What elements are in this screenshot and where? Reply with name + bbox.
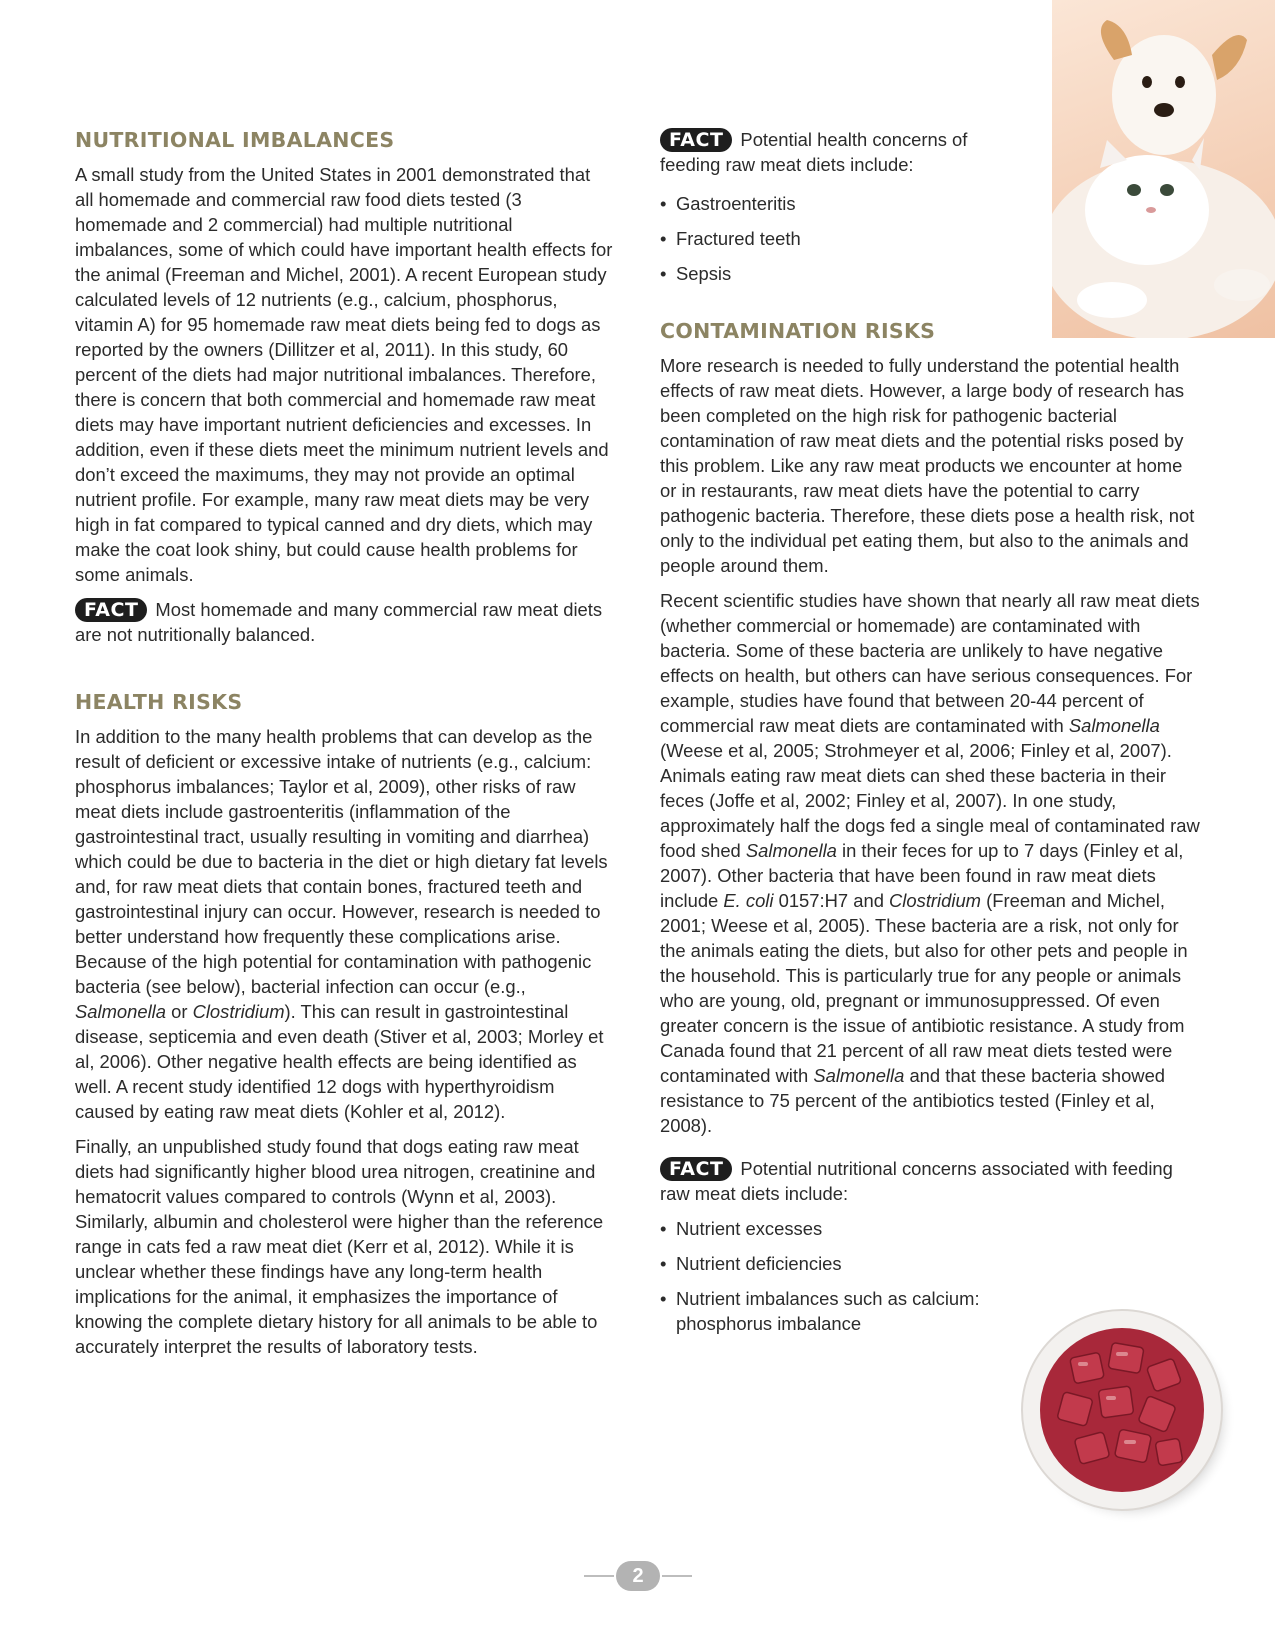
text-run: ). This can result in gastrointestinal disease, septicemia and even death (Stiver et al, 2003; Morley et al, 2006). Other negative health effects are being identified as well. A recent study identified 12 dogs with hyperthyroidism caused by eating raw meat diets (Kohler et al, 2012). [75,1001,604,1122]
list-item: • Gastroenteritis [660,191,1200,216]
text-run: (Weese et al, 2005; Strohmeyer et al, 2006; Finley et al, 2007). Animals eating raw meat diets can shed these bacteria in their feces (Joffe et al, 2002; Finley et al, 2007). In one study, approximately half the dogs fed a single meal of contaminated raw food shed [660,740,1200,861]
contamination-risks-heading: CONTAMINATION RISKS [660,319,936,343]
fact-callout-nutritional [660,1156,1200,1206]
health-risks-heading: HEALTH RISKS [75,690,243,714]
health-concerns-list [660,191,1200,286]
health-risks-paragraph-2: Finally, an unpublished study found that dogs eating raw meat diets had significantly higher blood urea nitrogen, creatinine and hematocrit values compared to controls (Wynn et al, 2003). Similarly, albumin and cholesterol were higher than the reference range in cats fed a raw meat diet (Kerr et al, 2012). While it is unclear whether these findings have any long-term health implications for the animal, it emphasizes the importance of knowing the complete dietary history for all animals to be able to accurately interpret the results of laboratory tests. [75,1136,604,1357]
text-run: or [165,1001,193,1022]
page-number: 2 [616,1561,660,1591]
left-column [75,127,613,1369]
fact-badge: FACT [75,598,147,622]
footer-rule-left [584,1575,614,1577]
text-run: In addition to the many health problems that can develop as the result of deficient or excessive intake of nutrients (e.g., calcium: phosphorus imbalances; Taylor et al, 2009), other risks of raw meat diets include gastroenteritis (inflammation of the gastrointestinal tract, usually resulting in vomiting and diarrhea) which could be due to bacteria in the diet or high dietary fat levels and, for raw meat diets that contain bones, fractured teeth and gastrointestinal injury can occur. However, research is needed to better understand how frequently these complications arise. Because of the high potential for contamination with pathogenic bacteria (see below), bacterial infection can occur (e.g., [75,726,608,997]
nutritional-imbalances-heading: NUTRITIONAL IMBALANCES [75,128,395,152]
fact-badge: FACT [660,1157,732,1181]
italic-term: E. coli [723,890,774,911]
nutritional-concerns-list [660,1216,980,1336]
text-run: (Freeman and Michel, 2001; Weese et al, 2005). These bacteria are a risk, not only for the animals eating the diets, but also for other pets and people in the household. This is particularly true for any people or animals who are young, old, pregnant or immunosuppressed. Of even greater concern is the issue of antibiotic resistance. A study from Canada found that 21 percent of all raw meat diets tested were contaminated with [660,890,1188,1086]
italic-term: Clostridium [192,1001,285,1022]
list-item: • Nutrient deficiencies [660,1251,980,1276]
fact-badge: FACT [660,128,732,152]
fact-callout-balanced [75,597,613,647]
right-column [660,127,1200,1346]
italic-term: Salmonella [813,1065,905,1086]
list-item: • Nutrient imbalances such as calcium: phosphorus imbalance [660,1286,980,1336]
text-run: in their feces for up to 7 days (Finley et al, 2007). Other bacteria that have been found in raw meat diets include [660,840,1184,911]
italic-term: Salmonella [1068,715,1160,736]
italic-term: Clostridium [889,890,982,911]
text-run: Recent scientific studies have shown that nearly all raw meat diets (whether commercial or homemade) are contaminated with bacteria. Some of these bacteria are unlikely to have negative effects on health, but others can have serious consequences. For example, studies have found that between 20-44 percent of commercial raw meat diets are contaminated with [660,590,1200,736]
text-run: 0157:H7 and [773,890,890,911]
contamination-paragraph-1: More research is needed to fully understand the potential health effects of raw meat diets. However, a large body of research has been completed on the high risk for pathogenic bacterial contamination of raw meat diets and the potential risks posed by this problem. Like any raw meat products we encounter at home or in restaurants, raw meat diets have the potential to carry pathogenic bacteria. Therefore, these diets pose a health risk, not only to the individual pet eating them, but also to the animals and people around them. [660,355,1195,576]
italic-term: Salmonella [745,840,837,861]
footer-rule-right [662,1575,692,1577]
list-item: • Sepsis [660,261,1200,286]
contamination-paragraph-2 [660,588,1200,1138]
list-item: • Nutrient excesses [660,1216,980,1241]
italic-term: Salmonella [75,1001,166,1022]
health-risks-paragraph-1 [75,724,613,1124]
nutritional-imbalances-paragraph: A small study from the United States in 2001 demonstrated that all homemade and commercial raw food diets tested (3 homemade and 2 commercial) had multiple nutritional imbalances, some of which could have important health effects for the animal (Freeman and Michel, 2001). A recent European study calculated levels of 12 nutrients (e.g., calcium, phosphorus, vitamin A) for 95 homemade raw meat diets being fed to dogs as reported by the owners (Dillitzer et al, 2011). In this study, 60 percent of the diets had major nutritional imbalances. Therefore, there is concern that both commercial and homemade raw meat diets may have important nutrient deficiencies and excesses. In addition, even if these diets meet the minimum nutrient levels and don’t exceed the maximums, they may not provide an optimal nutrient profile. For example, many raw meat diets may be very high in fat compared to typical canned and dry diets, which may make the coat look shiny, but could cause health problems for some animals. [75,164,613,585]
fact-text: Potential health concerns of feeding raw meat diets include: [660,129,968,175]
fact-text: Most homemade and many commercial raw meat diets are not nutritionally balanced. [75,599,603,645]
page-number-footer [584,1561,692,1591]
fact-callout-health [660,127,990,177]
text-run: and that these bacteria showed resistance to 75 percent of the antibiotics tested (Finley et al, 2008). [660,1065,1166,1136]
list-item: • Fractured teeth [660,226,1200,251]
fact-text: Potential nutritional concerns associated with feeding raw meat diets include: [660,1158,1173,1204]
